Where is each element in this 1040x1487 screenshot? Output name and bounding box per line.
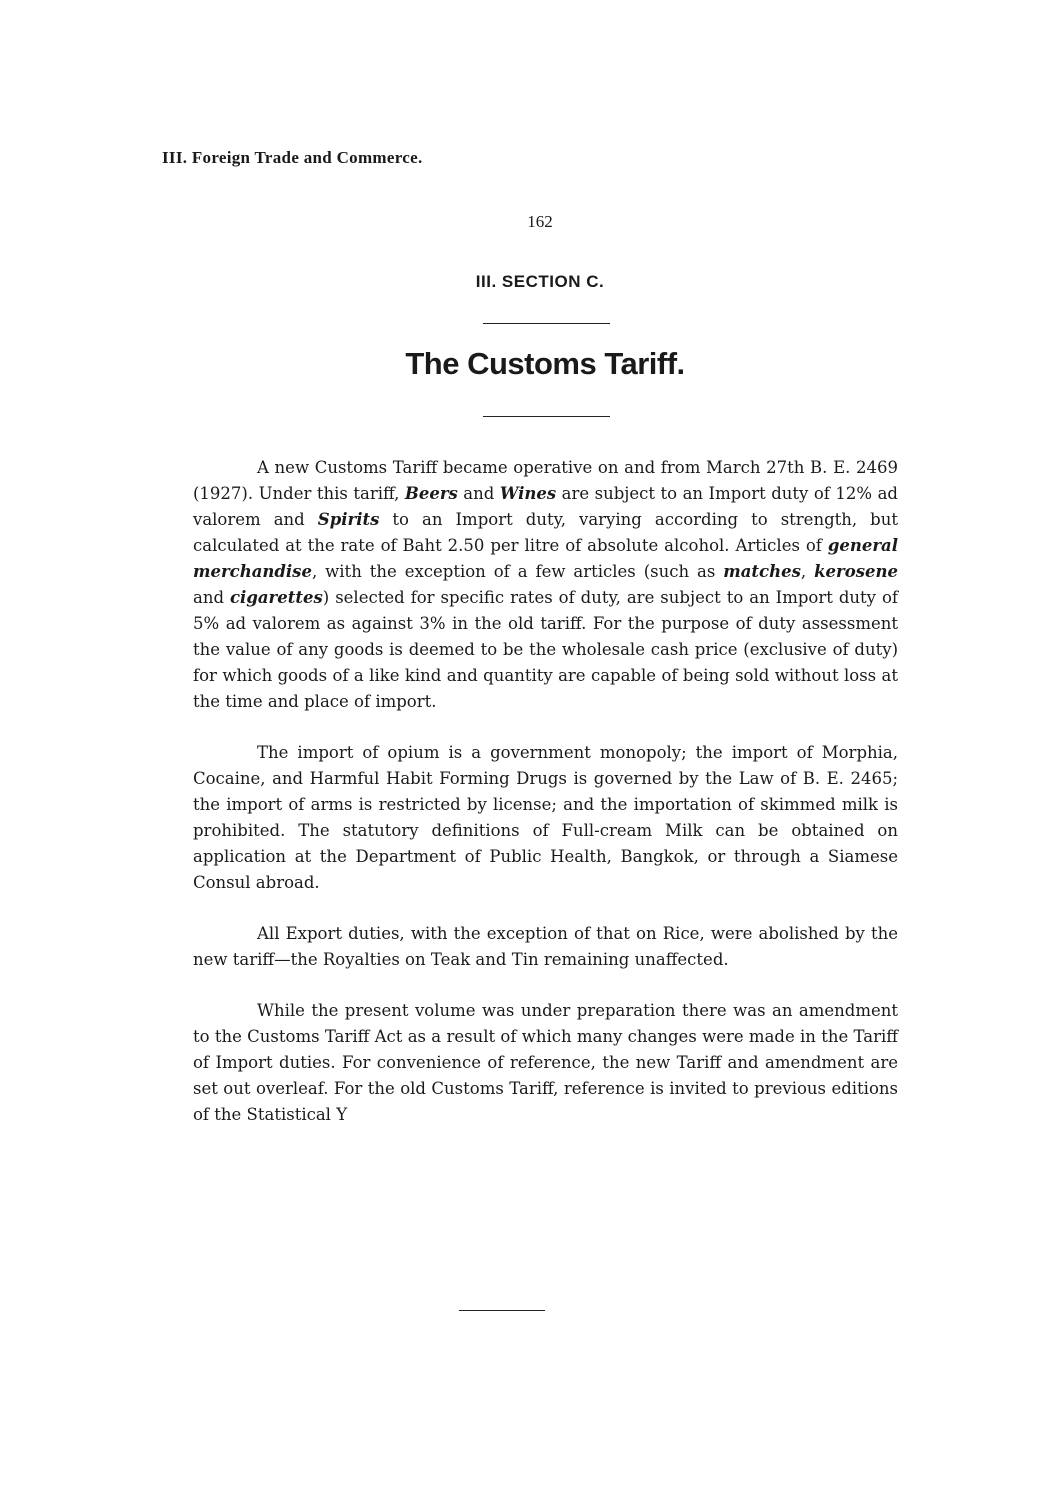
page-number: 162	[527, 212, 553, 231]
paragraph-export-duties	[193, 921, 898, 973]
text-run: are subject to an Import duty of 12% ad valorem and	[193, 484, 898, 529]
text-run: and	[193, 588, 231, 607]
title-rule-below	[483, 416, 610, 417]
italic-term: Beers	[404, 484, 458, 503]
body-text	[193, 455, 898, 1153]
italic-term: Wines	[499, 484, 557, 503]
italic-term: kerosene	[814, 562, 898, 581]
text-run: A new Customs Tariff became operative on and from March 27th B. E. 2469 (1927). Under this tariff,	[193, 458, 898, 503]
italic-term: cigarettes	[230, 588, 323, 607]
text-run: , with the exception of a few articles (such as	[311, 562, 724, 581]
italic-term: matches	[723, 562, 801, 581]
text-run: While the present volume was under preparation there was an amendment to the Customs Tariff Act as a result of which many changes were made in the Tariff of Import duties. For convenience of reference, the new Tariff and amendment are set out overleaf. For the old Customs Tariff, reference is invited to previous editions of the Statistical Y	[193, 1001, 898, 1124]
text-run: The import of opium is a government monopoly; the import of Morphia, Cocaine, and Harmful Habit Forming Drugs is governed by the Law of B. E. 2465; the import of arms is restricted by license; and the importation of skimmed milk is prohibited. The statutory definitions of Full-cream Milk can be obtained on application at the Department of Public Health, Bangkok, or through a Siamese Consul abroad.	[193, 743, 898, 892]
running-head: III. Foreign Trade and Commerce.	[162, 148, 423, 167]
text-run: and	[457, 484, 500, 503]
text-run: ,	[800, 562, 815, 581]
text-run: ) selected for specific rates of duty, are subject to an Import duty of 5% ad valorem as against 3% in the old tariff. For the purpose of duty assessment the value of any goods is deemed to be the wholesale cash price (exclusive of duty) for which goods of a like kind and quantity are capable of being sold without loss at the time and place of import.	[193, 588, 898, 711]
paragraph-import-restrictions	[193, 740, 898, 896]
italic-term: Spirits	[317, 510, 380, 529]
title-rule-above	[483, 323, 610, 324]
paragraph-tariff-overview	[193, 455, 898, 715]
section-heading: III. SECTION C.	[475, 272, 605, 291]
text-run: All Export duties, with the exception of that on Rice, were abolished by the new tariff—the Royalties on Teak and Tin remaining unaffected.	[193, 924, 898, 969]
closing-rule	[459, 1310, 545, 1311]
paragraph-amendment-note	[193, 998, 898, 1128]
page-title: The Customs Tariff.	[405, 346, 685, 381]
text-run: to an Import duty, varying according to strength, but calculated at the rate of Baht 2.50 per litre of absolute alcohol. Articles of	[193, 510, 898, 555]
italic-term: general merchandise	[193, 536, 898, 581]
